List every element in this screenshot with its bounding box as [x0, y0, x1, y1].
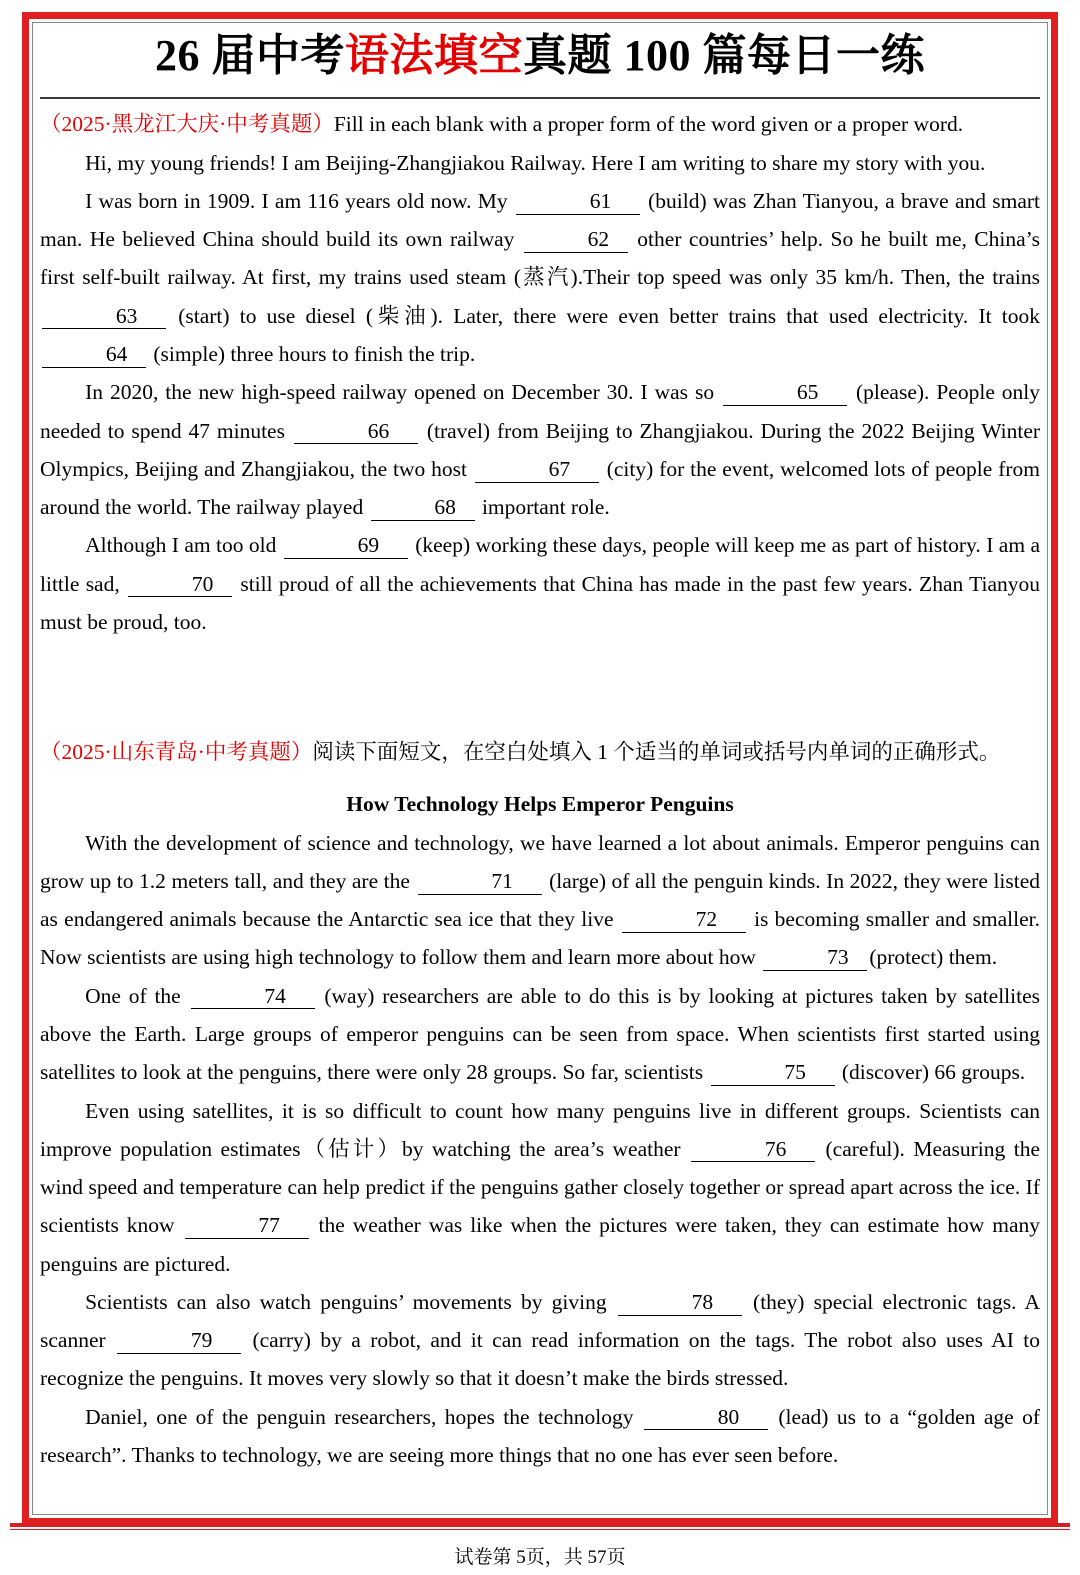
answer-blank-62[interactable]: 62 — [524, 227, 628, 253]
passage-2-p5-text-a: Daniel, one of the penguin researchers, hopes the technology — [85, 1404, 634, 1429]
passage-2-source-citation: （2025·山东青岛·中考真题） — [40, 740, 313, 765]
answer-blank-75[interactable]: 75 — [711, 1060, 835, 1086]
passage-2-instruction-line — [40, 733, 1040, 771]
answer-blank-74[interactable]: 74 — [191, 984, 315, 1010]
passage-2 — [40, 733, 1040, 1474]
passage-2-p2-text-a: One of the — [85, 983, 181, 1008]
passage-1-p2-text-e: (simple) three hours to finish the trip. — [153, 341, 476, 366]
answer-blank-71[interactable]: 71 — [418, 869, 542, 895]
answer-blank-61[interactable]: 61 — [516, 189, 640, 215]
passage-2-p5-text-b: (lead) us to a “golden age of research”. Thanks to technology, we are seeing more things that no one has ever seen before. — [40, 1404, 1041, 1467]
passage-2-p3-text-a: Even using satellites, it is so difficult to count how many penguins live in different groups. Scientists can improve population estimates（估计）by watching the area’s weather — [40, 1098, 1040, 1161]
passage-1-paragraph-1 — [40, 144, 1040, 182]
passage-2-paragraph-5 — [40, 1398, 1040, 1475]
passage-2-p1-text-a: With the development of science and technology, we have learned a lot about animals. Emperor penguins can grow up to 1.2 meters tall, and they are the — [40, 830, 1040, 893]
passage-gap-spacer — [40, 641, 1040, 733]
answer-blank-76[interactable]: 76 — [691, 1137, 815, 1163]
answer-blank-64[interactable]: 64 — [42, 342, 146, 368]
passage-1-p2-text-a: I was born in 1909. I am 116 years old now. My — [85, 188, 508, 213]
passage-2-instruction-text: 阅读下面短文，在空白处填入 1 个适当的单词或括号内单词的正确形式。 — [312, 740, 1001, 765]
passage-1-p1-text: Hi, my young friends! I am Beijing-Zhangjiakou Railway. Here I am writing to share my story with you. — [85, 150, 986, 175]
passage-1-source-citation: （2025·黑龙江大庆·中考真题） — [40, 112, 334, 137]
page-title-segment-3: 真题 100 篇每日一练 — [523, 31, 925, 80]
page-number-label: 试卷第 5页，共 57页 — [454, 1547, 626, 1568]
passage-1-p4-text-a: Although I am too old — [85, 533, 277, 558]
page-title-segment-2-highlight: 语法填空 — [345, 31, 523, 80]
answer-blank-70[interactable]: 70 — [128, 572, 232, 598]
page-footer — [0, 1523, 1080, 1569]
answer-blank-78[interactable]: 78 — [618, 1290, 742, 1316]
passage-1-paragraph-3 — [40, 373, 1040, 526]
answer-blank-66[interactable]: 66 — [294, 419, 418, 445]
passage-2-p2-text-c: (discover) 66 groups. — [841, 1060, 1026, 1085]
answer-blank-77[interactable]: 77 — [185, 1213, 309, 1239]
page-title — [40, 26, 1040, 85]
answer-blank-63[interactable]: 63 — [42, 304, 166, 330]
passage-1-p2-text-c: other countries’ help. So he built me, China’s first self-built railway. At first, my trains used steam (蒸汽).Their top speed was only 35 km/h. Then, the trains — [40, 227, 1040, 290]
passage-1-p3-text-d: (city) for the event, welcomed lots of people from around the world. The railway played — [40, 456, 1040, 520]
passage-1-p3-text-a: In 2020, the new high-speed railway opened on December 30. I was so — [85, 380, 715, 405]
passage-1-instruction-text: Fill in each blank with a proper form of the word given or a proper word. — [333, 112, 964, 137]
passage-2-p4-text-c: (carry) by a robot, and it can read information on the tags. The robot also uses AI to recognize the penguins. It moves very slowly so that it doesn’t make the birds stressed. — [40, 1328, 1040, 1391]
answer-blank-65[interactable]: 65 — [723, 380, 847, 406]
passage-2-p1-text-b: (large) of all the penguin kinds. In 2022, they were listed as endangered animals because the Antarctic sea ice that they live — [40, 868, 1041, 932]
passage-1-instruction-line — [40, 105, 1040, 143]
passage-2-p4-text-a: Scientists can also watch penguins’ movements by giving — [85, 1289, 607, 1314]
passage-1-p3-text-b: (please). People only needed to spend 47 minutes — [40, 380, 1041, 443]
title-divider — [40, 97, 1040, 99]
passage-2-p1-text-c: is becoming smaller and smaller. Now scientists are using high technology to follow them and learn more about how — [40, 907, 1041, 970]
passage-2-title: How Technology Helps Emperor Penguins — [346, 792, 734, 817]
passage-2-paragraph-2 — [40, 977, 1040, 1092]
passage-2-paragraph-3 — [40, 1092, 1040, 1283]
passage-1-p4-text-c: still proud of all the achievements that China has made in the past few years. Zhan Tianyou must be proud, too. — [40, 571, 1041, 634]
footer-divider-thin — [10, 1529, 1070, 1531]
passage-2-p3-text-c: the weather was like when the pictures were taken, they can estimate how many penguins are pictured. — [40, 1213, 1041, 1276]
answer-blank-67[interactable]: 67 — [475, 457, 599, 483]
passage-1-p2-text-d: (start) to use diesel (柴油). Later, there were even better trains that used electricity. It took — [178, 303, 1040, 328]
passage-2-paragraph-1 — [40, 824, 1040, 977]
passage-1-paragraph-4 — [40, 526, 1040, 641]
answer-blank-72[interactable]: 72 — [622, 907, 746, 933]
passage-1-paragraph-2 — [40, 182, 1040, 373]
passage-1-p3-text-e: important role. — [481, 495, 610, 520]
passage-2-p4-text-b: (they) special electronic tags. A scanner — [40, 1289, 1041, 1353]
passage-1 — [40, 105, 1040, 641]
document-content — [40, 20, 1040, 1510]
passage-1-p2-text-b: (build) was Zhan Tianyou, a brave and smart man. He believed China should build its own railway — [40, 188, 1041, 252]
passage-1-p4-text-b: (keep) working these days, people will keep me as part of history. I am a little sad, — [40, 533, 1040, 596]
passage-1-p3-text-c: (travel) from Beijing to Zhangjiakou. During the 2022 Beijing Winter Olympics, Beijing and Zhangjiakou, the two host — [40, 418, 1041, 481]
passage-2-p1-text-d: (protect) them. — [869, 945, 998, 970]
page-title-segment-1: 26 届中考 — [155, 31, 345, 80]
answer-blank-73[interactable]: 73 — [763, 945, 867, 971]
footer-divider-thick — [10, 1523, 1070, 1527]
answer-blank-69[interactable]: 69 — [284, 533, 408, 559]
passage-2-p3-text-b: (careful). Measuring the wind speed and temperature can help predict if the penguins gather closely together or spread apart across the ice. If scientists know — [40, 1136, 1041, 1238]
passage-2-paragraph-4 — [40, 1283, 1040, 1398]
answer-blank-68[interactable]: 68 — [371, 495, 475, 521]
answer-blank-80[interactable]: 80 — [644, 1405, 768, 1431]
passage-2-p2-text-b: (way) researchers are able to do this is by looking at pictures taken by satellites above the Earth. Large groups of emperor penguins can be seen from space. When scientists first started using satellites to look at the penguins, there were only 28 groups. So far, scientists — [40, 983, 1041, 1085]
answer-blank-79[interactable]: 79 — [117, 1328, 241, 1354]
